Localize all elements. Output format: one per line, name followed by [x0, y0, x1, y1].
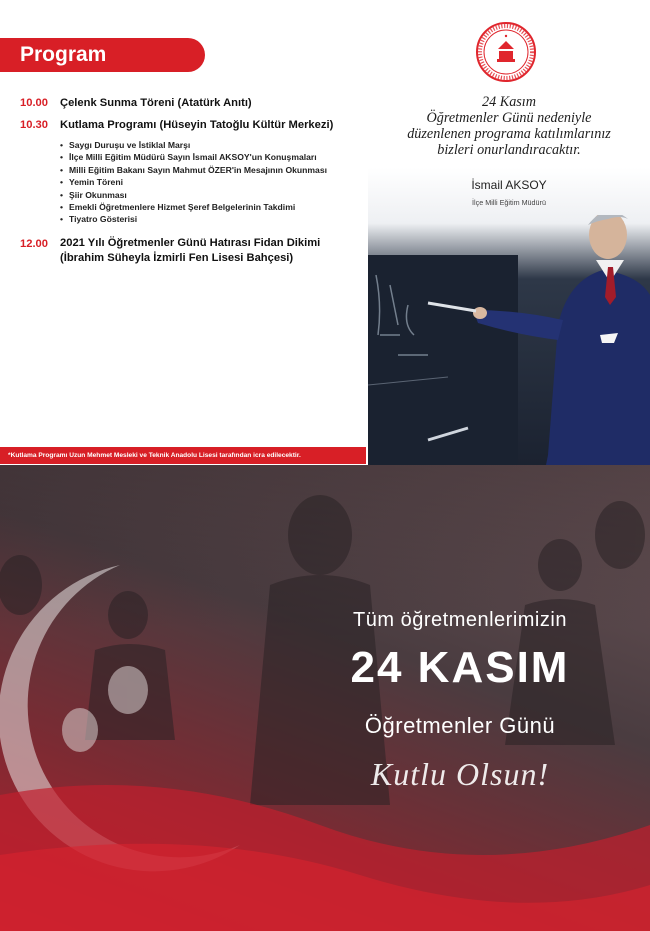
program-time: 10.30	[20, 119, 48, 131]
program-title-line: 2021 Yılı Öğretmenler Günü Hatırası Fidan Dikimi	[60, 236, 321, 249]
subitem: • Saygı Duruşu ve İstiklal Marşı	[60, 139, 370, 151]
program-title-line: (İbrahim Süheyla İzmirli Fen Lisesi Bahçesi)	[60, 251, 294, 264]
historic-photo-collage	[0, 465, 650, 931]
banner-signature: Kutlu Olsun!	[370, 756, 550, 792]
subitem: • İlçe Milli Eğitim Müdürü Sayın İsmail AKSOY'un Konuşmaları	[60, 151, 370, 163]
program-subitems	[60, 139, 370, 226]
banner-line-2: 24 KASIM	[350, 643, 570, 692]
program-time: 10.00	[20, 97, 48, 109]
program-time: 12.00	[20, 237, 48, 250]
program-item	[20, 117, 370, 133]
subitem: • Tiyatro Gösterisi	[60, 213, 370, 225]
subitem: • Yemin Töreni	[60, 176, 370, 188]
invitation-line: bizleri onurlandıracaktır.	[437, 142, 581, 158]
banner-line-1: Tüm öğretmenlerimizin	[353, 609, 567, 631]
ataturk-chalkboard-image	[368, 215, 650, 465]
program-title	[60, 236, 370, 266]
invitation-line: düzenlenen programa katılımlarınız	[407, 126, 611, 142]
celebration-banner	[0, 465, 650, 931]
ministry-seal-icon	[475, 21, 537, 83]
program-header: Program	[0, 38, 205, 72]
invitation-panel	[368, 0, 650, 465]
subitem: • Emekli Öğretmenlere Hizmet Şeref Belgelerinin Takdimi	[60, 201, 370, 213]
signer-name: İsmail AKSOY	[471, 178, 547, 192]
program-title: Çelenk Sunma Töreni (Atatürk Anıtı)	[60, 97, 252, 109]
program-title: Kutlama Programı (Hüseyin Tatoğlu Kültür Merkezi)	[60, 119, 334, 131]
program-list	[20, 95, 370, 272]
invitation-text	[368, 94, 650, 158]
subitem: • Milli Eğitim Bakanı Sayın Mahmut ÖZER'in Mesajının Okunması	[60, 164, 370, 176]
signer-title: İlçe Milli Eğitim Müdürü	[472, 198, 546, 207]
subitem: • Şiir Okunması	[60, 189, 370, 201]
program-item	[20, 236, 370, 266]
banner-line-3: Öğretmenler Günü	[364, 713, 556, 738]
footnote: *Kutlama Programı Uzun Mehmet Mesleki ve Teknik Anadolu Lisesi tarafından icra edilecektir.	[0, 447, 366, 464]
program-item	[20, 95, 370, 111]
invitation-line: Öğretmenler Günü nedeniyle	[426, 110, 592, 126]
invitation-line: 24 Kasım	[482, 94, 536, 110]
